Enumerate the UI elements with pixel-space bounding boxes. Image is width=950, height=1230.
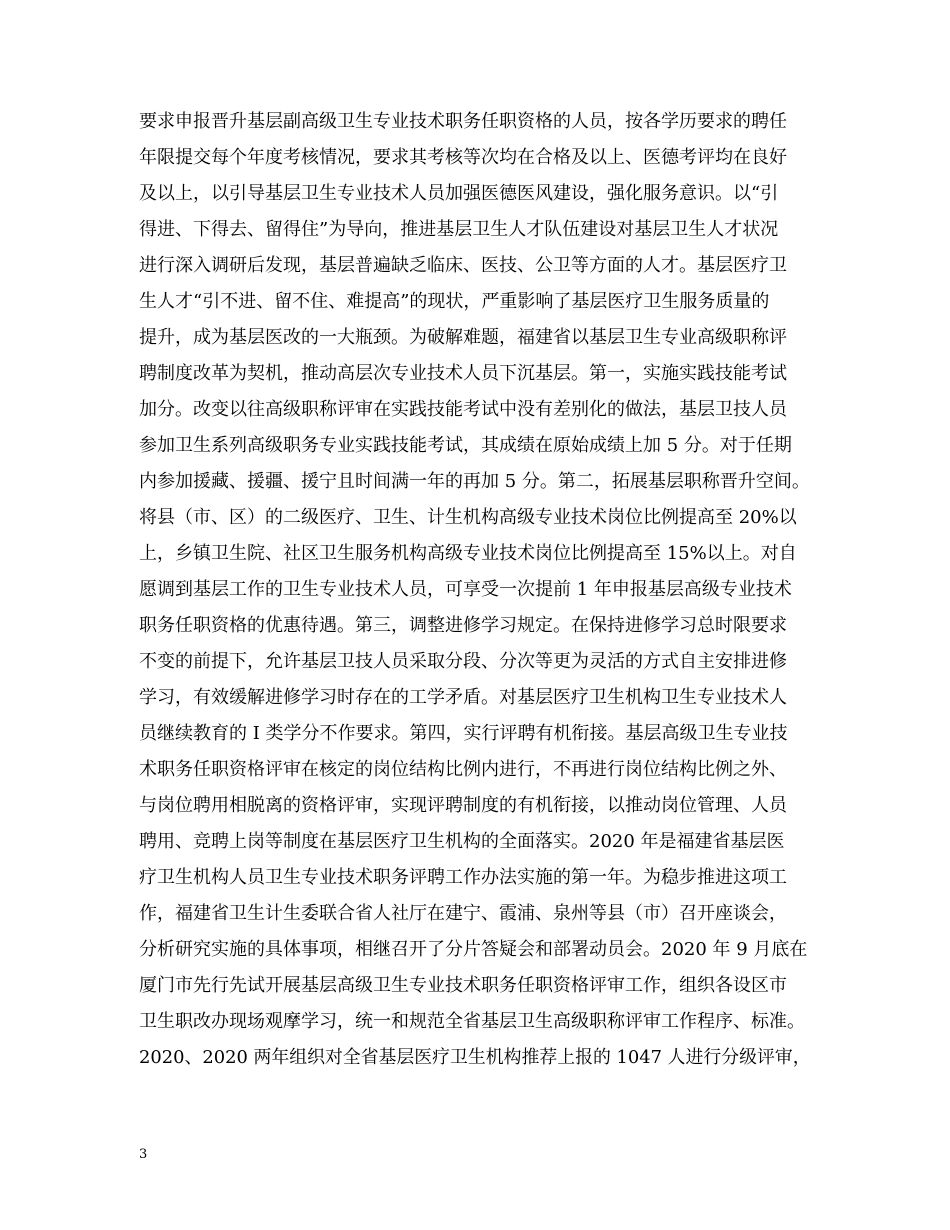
text-line: 及以上，以引导基层卫生专业技术人员加强医德医风建设，强化服务意识。以“引: [139, 183, 779, 204]
text-line: 作，福建省卫生计生委联合省人社厅在建宁、霞浦、泉州等县（市）召开座谈会，: [139, 903, 787, 924]
text-line: 参加卫生系列高级职务专业实践技能考试，其成绩在原始成绩上加 5 分。对于任期: [139, 435, 792, 456]
text-line: 厦门市先行先试开展基层高级卫生专业技术职务任职资格评审工作，组织各设区市: [139, 975, 787, 996]
text-line: 术职务任职资格评审在核定的岗位结构比例内进行，不再进行岗位结构比例之外、: [139, 759, 787, 780]
page-number: 3: [139, 1147, 148, 1162]
text-line: 分析研究实施的具体事项，相继召开了分片答疑会和部署动员会。2020 年 9 月底在: [139, 939, 808, 960]
text-line: 加分。改变以往高级职称评审在实践技能考试中没有差别化的做法，基层卫技人员: [139, 399, 787, 420]
text-line: 2020、2020 两年组织对全省基层医疗卫生机构推荐上报的 1047 人进行分级评审，: [139, 1047, 811, 1068]
text-line: 要求申报晋升基层副高级卫生专业技术职务任职资格的人员，按各学历要求的聘任: [139, 111, 787, 132]
text-line: 聘用、竞聘上岗等制度在基层医疗卫生机构的全面落实。2020 年是福建省基层医: [139, 831, 785, 852]
text-line: 上，乡镇卫生院、社区卫生服务机构高级专业技术岗位比例提高至 15%以上。对自: [139, 543, 797, 564]
text-line: 愿调到基层工作的卫生专业技术人员，可享受一次提前 1 年申报基层高级专业技术: [139, 579, 792, 600]
text-line: 卫生职改办现场观摩学习，统一和规范全省基层卫生高级职称评审工作程序、标准。: [139, 1011, 805, 1032]
text-line: 与岗位聘用相脱离的资格评审，实现评聘制度的有机衔接，以推动岗位管理、人员: [139, 795, 787, 816]
text-line: 聘制度改革为契机，推动高层次专业技术人员下沉基层。第一，实施实践技能考试: [139, 363, 787, 384]
text-line: 员继续教育的 I 类学分不作要求。第四，实行评聘有机衔接。基层高级卫生专业技: [139, 723, 788, 744]
text-line: 年限提交每个年度考核情况，要求其考核等次均在合格及以上、医德考评均在良好: [139, 147, 787, 168]
text-line: 职务任职资格的优惠待遇。第三，调整进修学习规定。在保持进修学习总时限要求: [139, 615, 787, 636]
text-line: 内参加援藏、援疆、援宁且时间满一年的再加 5 分。第二，拓展基层职称晋升空间。: [139, 471, 810, 492]
text-line: 不变的前提下，允许基层卫技人员采取分段、分次等更为灵活的方式自主安排进修: [139, 651, 787, 672]
text-line: 提升，成为基层医改的一大瓶颈。为破解难题，福建省以基层卫生专业高级职称评: [139, 327, 787, 348]
text-line: 进行深入调研后发现，基层普遍缺乏临床、医技、公卫等方面的人才。基层医疗卫: [139, 255, 787, 276]
text-line: 疗卫生机构人员卫生专业技术职务评聘工作办法实施的第一年。为稳步推进这项工: [139, 867, 787, 888]
text-line: 学习，有效缓解进修学习时存在的工学矛盾。对基层医疗卫生机构卫生专业技术人: [139, 687, 787, 708]
text-line: 得进、下得去、留得住”为导向，推进基层卫生人才队伍建设对基层卫生人才状况: [139, 219, 779, 240]
text-line: 将县（市、区）的二级医疗、卫生、计生机构高级专业技术岗位比例提高至 20%以: [139, 507, 797, 528]
text-line: 生人才“引不进、留不住、难提高”的现状，严重影响了基层医疗卫生服务质量的: [139, 291, 770, 312]
